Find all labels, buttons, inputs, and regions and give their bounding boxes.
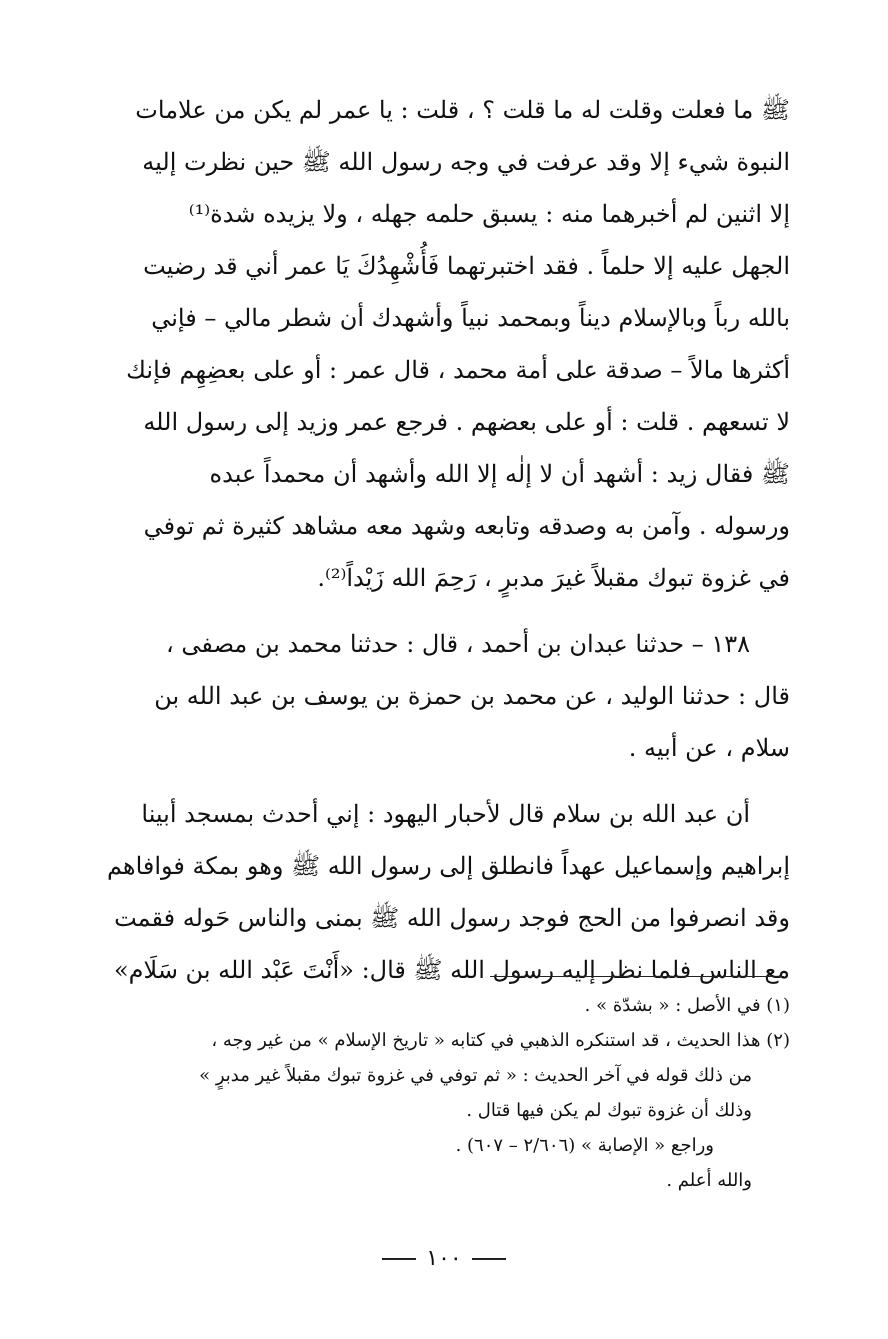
footnote-separator	[490, 976, 784, 977]
footnote-2-continued: وذلك أن غزوة تبوك لم يكن فيها قتال .	[466, 1100, 752, 1121]
page-number-dash	[472, 1258, 506, 1260]
text-line: بالله رباً وبالإسلام ديناً وبمحمد نبياً وأشهدك أن شطر مالي – فإني	[151, 304, 790, 332]
page-number-dash	[382, 1258, 416, 1260]
text-line: إبراهيم وإسماعيل عهداً فانطلق إلى رسول الله ﷺ وهو بمكة فوافاهم	[106, 852, 790, 880]
footnote-2-continued: والله أعلم .	[666, 1170, 752, 1191]
text-line: أكثرها مالاً – صدقة على أمة محمد ، قال عمر : أو على بعضِهِم فإنك	[126, 356, 790, 384]
text-line: سلام ، عن أبيه .	[628, 734, 790, 762]
text-line: ﷺ فقال زيد : أشهد أن لا إلٰه إلا الله وأشهد أن محمداً عبده	[209, 460, 790, 488]
text-line: لا تسعهم . قلت : أو على بعضهم . فرجع عمر وزيد إلى رسول الله	[143, 408, 790, 436]
footnotes	[92, 988, 790, 1198]
text-line: وقد انصرفوا من الحج فوجد رسول الله ﷺ بمنى والناس حَوله فقمت	[114, 904, 790, 932]
text-line: مع الناس فلما نظر إليه رسول الله ﷺ قال: «أَنْتَ عَبْد الله بن سَلَام»	[113, 956, 790, 984]
footnote-2-continued: من ذلك قوله في آخر الحديث : « ثم توفي في غزوة تبوك مقبلاً غير مدبرٍ »	[199, 1065, 752, 1086]
main-text	[98, 84, 790, 996]
page-number-block	[0, 1246, 888, 1271]
text-line: ورسوله . وآمن به وصدقه وتابعه وشهد معه مشاهد كثيرة ثم توفي	[143, 512, 790, 540]
text-line: في غزوة تبوك مقبلاً غيرَ مدبرٍ ، رَحِمَ الله زَيْداً⁽²⁾.	[317, 564, 790, 592]
text-line: إلا اثنين لم أخبرهما منه : يسبق حلمه جهله ، ولا يزيده شدة⁽¹⁾	[188, 200, 790, 228]
text-line: قال : حدثنا الوليد ، عن محمد بن حمزة بن يوسف بن عبد الله بن	[154, 682, 790, 710]
text-line: ﷺ ما فعلت وقلت له ما قلت ؟ ، قلت : يا عمر لم يكن من علامات	[135, 96, 790, 124]
footnote-1: (١) في الأصل : « بشدّة » .	[584, 995, 790, 1016]
text-line: النبوة شيء إلا وقد عرفت في وجه رسول الله ﷺ حين نظرت إليه	[142, 148, 790, 176]
page-number: ١٠٠	[426, 1246, 462, 1271]
footnote-2-continued: وراجع « الإصابة » (٢/٦٠٦ – ٦٠٧) .	[455, 1135, 714, 1156]
text-line: أن عبد الله بن سلام قال لأحبار اليهود : إني أحدث بمسجد أبينا	[141, 800, 750, 828]
hadith-number-line: ١٣٨ – حدثنا عبدان بن أحمد ، قال : حدثنا محمد بن مصفى ،	[166, 630, 750, 658]
footnote-2: (٢) هذا الحديث ، قد استنكره الذهبي في كتابه « تاريخ الإسلام » من غير وجه ،	[211, 1030, 790, 1051]
text-line: الجهل عليه إلا حلماً . فقد اختبرتهما فَأُشْهِدُكَ يَا عمر أني قد رضيت	[143, 252, 790, 280]
